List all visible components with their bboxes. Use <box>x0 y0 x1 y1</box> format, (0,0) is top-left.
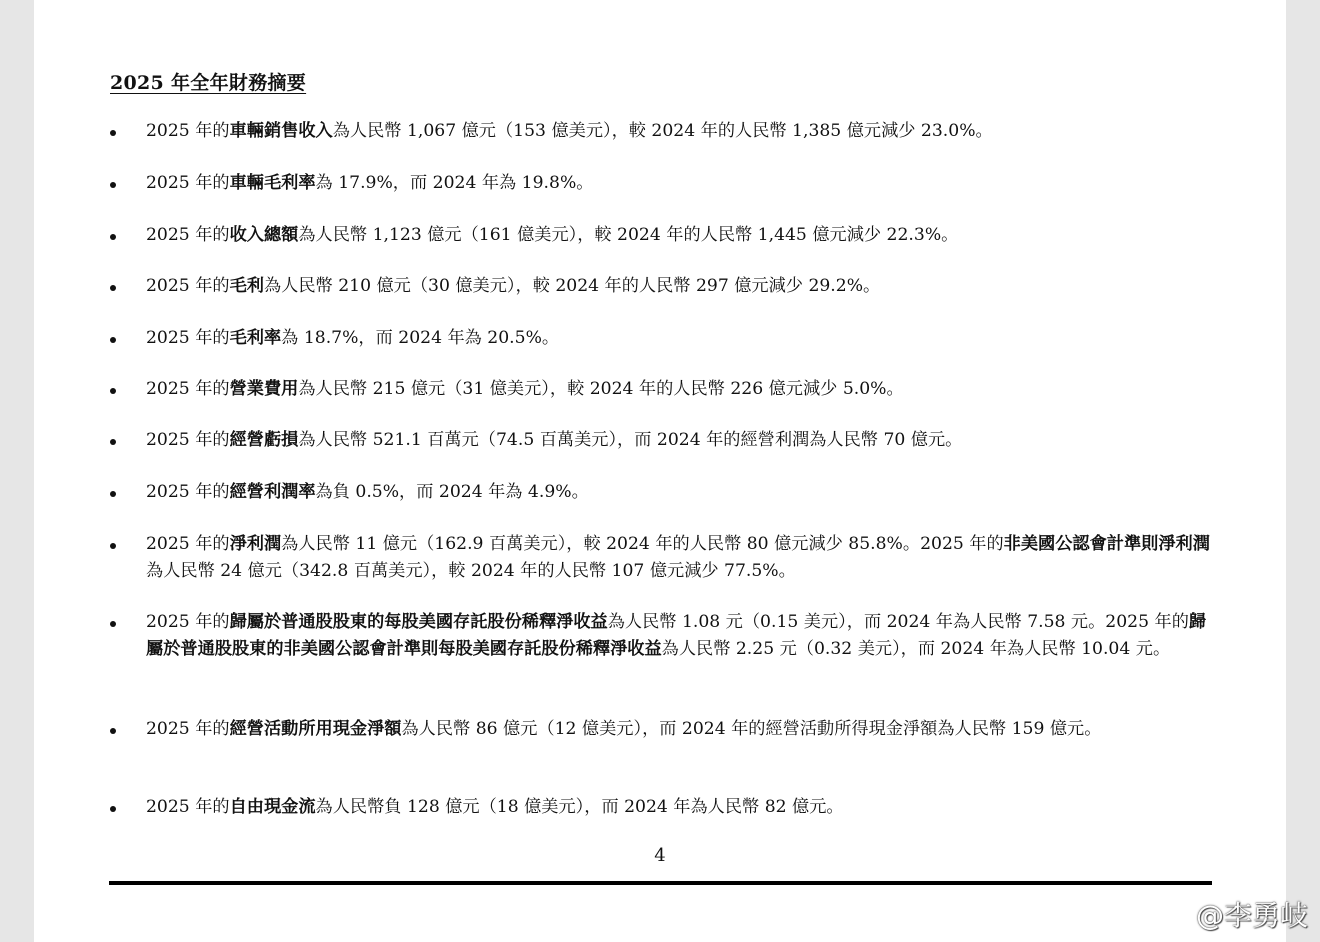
list-item-operating-expenses <box>146 376 1221 403</box>
footer-rule <box>109 881 1212 885</box>
bullet-icon <box>110 806 116 812</box>
item-text: 為人民幣 11 億元（162.9 百萬美元），較 2024 年的人民幣 80 億元減少 85.8%。2025 年的 <box>281 534 1004 554</box>
document-page <box>34 0 1286 942</box>
item-text: 2025 年的 <box>146 173 230 193</box>
bullet-icon <box>110 182 116 188</box>
list-item-vehicle-margin <box>146 170 1221 197</box>
item-text: 2025 年的 <box>146 797 230 817</box>
bullet-icon <box>110 621 116 627</box>
list-item-free-cash-flow <box>146 794 1221 821</box>
item-bold-term: 車輛銷售收入 <box>229 121 333 141</box>
item-bold-term: 毛利 <box>229 276 264 296</box>
item-text: 2025 年的 <box>146 276 230 296</box>
section-heading: 2025 年全年財務摘要 <box>110 72 307 94</box>
bullet-icon <box>110 337 116 343</box>
bullet-icon <box>110 388 116 394</box>
bullet-icon <box>110 234 116 240</box>
item-text: 為人民幣 2.25 元（0.32 美元），而 2024 年為人民幣 10.04 元。 <box>661 639 1171 659</box>
item-bold-term: 車輛毛利率 <box>229 173 316 193</box>
item-bold-term: 經營活動所用現金淨額 <box>229 719 402 739</box>
financial-summary-list <box>34 0 1286 942</box>
list-item-operating-cash <box>146 716 1221 743</box>
list-item-operating-margin <box>146 479 1221 506</box>
item-text: 為人民幣 215 億元（31 億美元），較 2024 年的人民幣 226 億元減少 5.0%。 <box>298 379 904 399</box>
item-bold-term: 收入總額 <box>229 225 299 245</box>
page-number: 4 <box>654 845 666 866</box>
list-item-net-income <box>146 531 1221 585</box>
item-text: 為人民幣 86 億元（12 億美元），而 2024 年的經營活動所得現金淨額為人民幣 159 億元。 <box>401 719 1102 739</box>
bullet-icon <box>110 130 116 136</box>
item-text: 2025 年的 <box>146 482 230 502</box>
item-bold-term: 歸屬於普通股股東的非美國公認會計準則每股美國存託股份稀釋淨收益 <box>146 612 1207 659</box>
list-item-vehicle-sales <box>146 118 1221 145</box>
list-item-gross-profit <box>146 273 1221 300</box>
list-item-gross-margin <box>146 325 1221 352</box>
item-text: 2025 年的 <box>146 719 230 739</box>
bullet-icon <box>110 543 116 549</box>
bullet-icon <box>110 285 116 291</box>
item-bold-term: 經營虧損 <box>229 430 299 450</box>
item-text: 2025 年的 <box>146 430 230 450</box>
item-bold-term: 毛利率 <box>229 328 282 348</box>
bullet-icon <box>110 728 116 734</box>
list-item-operating-loss <box>146 427 1221 454</box>
item-bold-term: 非美國公認會計準則淨利潤 <box>1003 534 1210 554</box>
item-text: 為人民幣 521.1 百萬元（74.5 百萬美元），而 2024 年的經營利潤為人民幣 70 億元。 <box>298 430 963 450</box>
item-bold-term: 經營利潤率 <box>229 482 316 502</box>
item-text: 為人民幣 210 億元（30 億美元），較 2024 年的人民幣 297 億元減少 29.2%。 <box>263 276 881 296</box>
item-text: 為 17.9%，而 2024 年為 19.8%。 <box>315 173 594 193</box>
bullet-icon <box>110 491 116 497</box>
weibo-watermark: @李勇岐 <box>1195 899 1308 932</box>
item-text: 2025 年的 <box>146 612 230 632</box>
list-item-total-revenue <box>146 222 1221 249</box>
item-bold-term: 淨利潤 <box>229 534 282 554</box>
item-text: 為人民幣 1,123 億元（161 億美元），較 2024 年的人民幣 1,445 億元減少 22.3%。 <box>298 225 959 245</box>
item-text: 2025 年的 <box>146 379 230 399</box>
item-text: 2025 年的 <box>146 225 230 245</box>
item-text: 為人民幣 1,067 億元（153 億美元），較 2024 年的人民幣 1,385 億元減少 23.0%。 <box>332 121 993 141</box>
item-bold-term: 自由現金流 <box>229 797 316 817</box>
item-bold-term: 歸屬於普通股股東的每股美國存託股份稀釋淨收益 <box>229 612 608 632</box>
list-item-eps <box>146 609 1221 663</box>
item-bold-term: 營業費用 <box>229 379 299 399</box>
item-text: 為人民幣 1.08 元（0.15 美元），而 2024 年為人民幣 7.58 元。2025 年的 <box>607 612 1189 632</box>
item-text: 為 18.7%，而 2024 年為 20.5%。 <box>281 328 560 348</box>
item-text: 2025 年的 <box>146 121 230 141</box>
item-text: 2025 年的 <box>146 534 230 554</box>
bullet-icon <box>110 439 116 445</box>
item-text: 為人民幣 24 億元（342.8 百萬美元），較 2024 年的人民幣 107 億元減少 77.5%。 <box>146 561 796 581</box>
item-text: 2025 年的 <box>146 328 230 348</box>
item-text: 為負 0.5%，而 2024 年為 4.9%。 <box>315 482 589 502</box>
item-text: 為人民幣負 128 億元（18 億美元），而 2024 年為人民幣 82 億元。 <box>315 797 844 817</box>
